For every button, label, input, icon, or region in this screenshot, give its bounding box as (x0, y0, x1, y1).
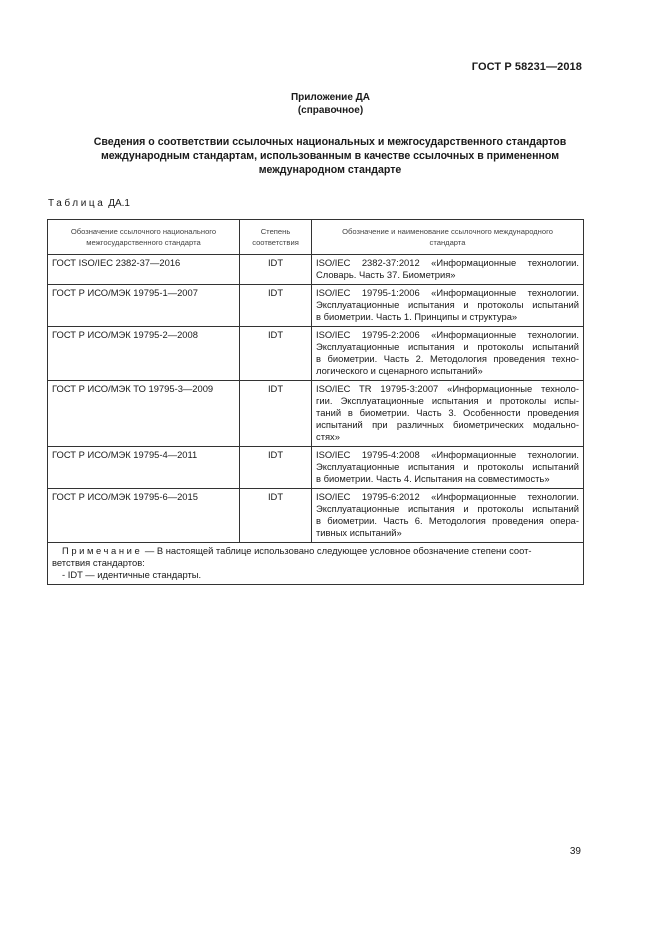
annex-title: Приложение ДА (290, 92, 371, 103)
text-line: ISO/IEC 19795-1:2006 «Информационные технологии. (316, 287, 579, 298)
header-degree (240, 220, 312, 255)
degree-of-correspondence: IDT (240, 255, 312, 285)
text-line: Словарь. Часть 37. Биометрия» (316, 269, 456, 280)
text-line: ISO/IEC TR 19795-3:2007 «Информационные техноло- (316, 383, 579, 394)
section-heading (50, 135, 610, 177)
table-row (48, 489, 584, 543)
table-row (48, 255, 584, 285)
text-line: в биометрии. Часть 1. Принципы и структура» (316, 311, 518, 322)
header-line: межгосударственного стандарта (86, 238, 201, 247)
degree-of-correspondence: IDT (240, 381, 312, 447)
international-standard (312, 381, 584, 447)
table-caption-word: Таблица (48, 198, 106, 209)
text-line: Эксплуатационные испытания и протоколы испытаний (316, 461, 579, 472)
heading-line: международным стандартам, использованным в качестве ссылочных в примененном (100, 150, 560, 162)
table-caption-id: ДА.1 (108, 198, 130, 209)
national-standard-code: ГОСТ ISO/IEC 2382-37—2016 (48, 255, 240, 285)
header-line: Обозначение ссылочного национального (70, 227, 217, 236)
table-row (48, 327, 584, 381)
national-standard-code: ГОСТ Р ИСО/МЭК 19795-4—2011 (48, 447, 240, 489)
header-line: Степень (260, 227, 291, 236)
text-line: в биометрии. Часть 2. Методология проведения техно- (316, 353, 579, 364)
text-line: гии. Эксплуатационные испытания и протоколы испы- (316, 395, 579, 406)
table-row (48, 447, 584, 489)
text-line: Эксплуатационные испытания и протоколы испытаний (316, 299, 579, 310)
table-header-row (48, 220, 584, 255)
text-line: стях» (316, 431, 340, 442)
text-line: испытаний при различных биометрических модально- (316, 419, 579, 430)
document-code: ГОСТ Р 58231—2018 (471, 61, 582, 73)
annex-subtitle: (справочное) (297, 105, 364, 116)
header-international-standard (312, 220, 584, 255)
correspondence-table (47, 219, 584, 585)
annex-title-block (0, 91, 661, 117)
header-line: соответствия (252, 238, 299, 247)
text-line: логического и сценарного испытаний» (316, 365, 483, 376)
note-line: - IDT — идентичные стандарты. (62, 569, 202, 580)
table-row (48, 381, 584, 447)
text-line: в биометрии. Часть 4. Испытания на совместимость» (316, 473, 550, 484)
text-line: тивных испытаний» (316, 527, 402, 538)
degree-of-correspondence: IDT (240, 285, 312, 327)
international-standard (312, 285, 584, 327)
table-note (48, 543, 584, 585)
text-line: Эксплуатационные испытания и протоколы испытаний (316, 503, 579, 514)
note-label: Примечание (62, 545, 143, 556)
text-line: Эксплуатационные испытания и протоколы испытаний (316, 341, 579, 352)
degree-of-correspondence: IDT (240, 327, 312, 381)
header-national-standard (48, 220, 240, 255)
text-line: ISO/IEC 19795-6:2012 «Информационные технологии. (316, 491, 579, 502)
international-standard (312, 327, 584, 381)
note-line (52, 545, 579, 557)
international-standard (312, 255, 584, 285)
text-line: ISO/IEC 2382-37:2012 «Информационные технологии. (316, 257, 579, 268)
heading-line: международном стандарте (258, 164, 402, 176)
text-line: таний в биометрии. Часть 3. Особенности проведения (316, 407, 579, 418)
note-line: ветствия стандартов: (52, 557, 145, 568)
national-standard-code: ГОСТ Р ИСО/МЭК 19795-2—2008 (48, 327, 240, 381)
text-line: ISO/IEC 19795-2:2006 «Информационные технологии. (316, 329, 579, 340)
national-standard-code: ГОСТ Р ИСО/МЭК 19795-6—2015 (48, 489, 240, 543)
international-standard (312, 447, 584, 489)
note-text: — В настоящей таблице использовано следующее условное обозначение степени соот- (142, 545, 532, 556)
header-line: Обозначение и наименование ссылочного международного (342, 227, 553, 236)
degree-of-correspondence: IDT (240, 447, 312, 489)
text-line: в биометрии. Часть 6. Методология проведения опера- (316, 515, 579, 526)
table-row (48, 285, 584, 327)
national-standard-code: ГОСТ Р ИСО/МЭК ТО 19795-3—2009 (48, 381, 240, 447)
page-number: 39 (569, 846, 581, 857)
national-standard-code: ГОСТ Р ИСО/МЭК 19795-1—2007 (48, 285, 240, 327)
table-caption (48, 198, 130, 209)
header-line: стандарта (429, 238, 466, 247)
text-line: ISO/IEC 19795-4:2008 «Информационные технологии. (316, 449, 579, 460)
international-standard (312, 489, 584, 543)
heading-line: Сведения о соответствии ссылочных национальных и межгосударственного стандартов (93, 136, 567, 148)
table-note-row (48, 543, 584, 585)
degree-of-correspondence: IDT (240, 489, 312, 543)
